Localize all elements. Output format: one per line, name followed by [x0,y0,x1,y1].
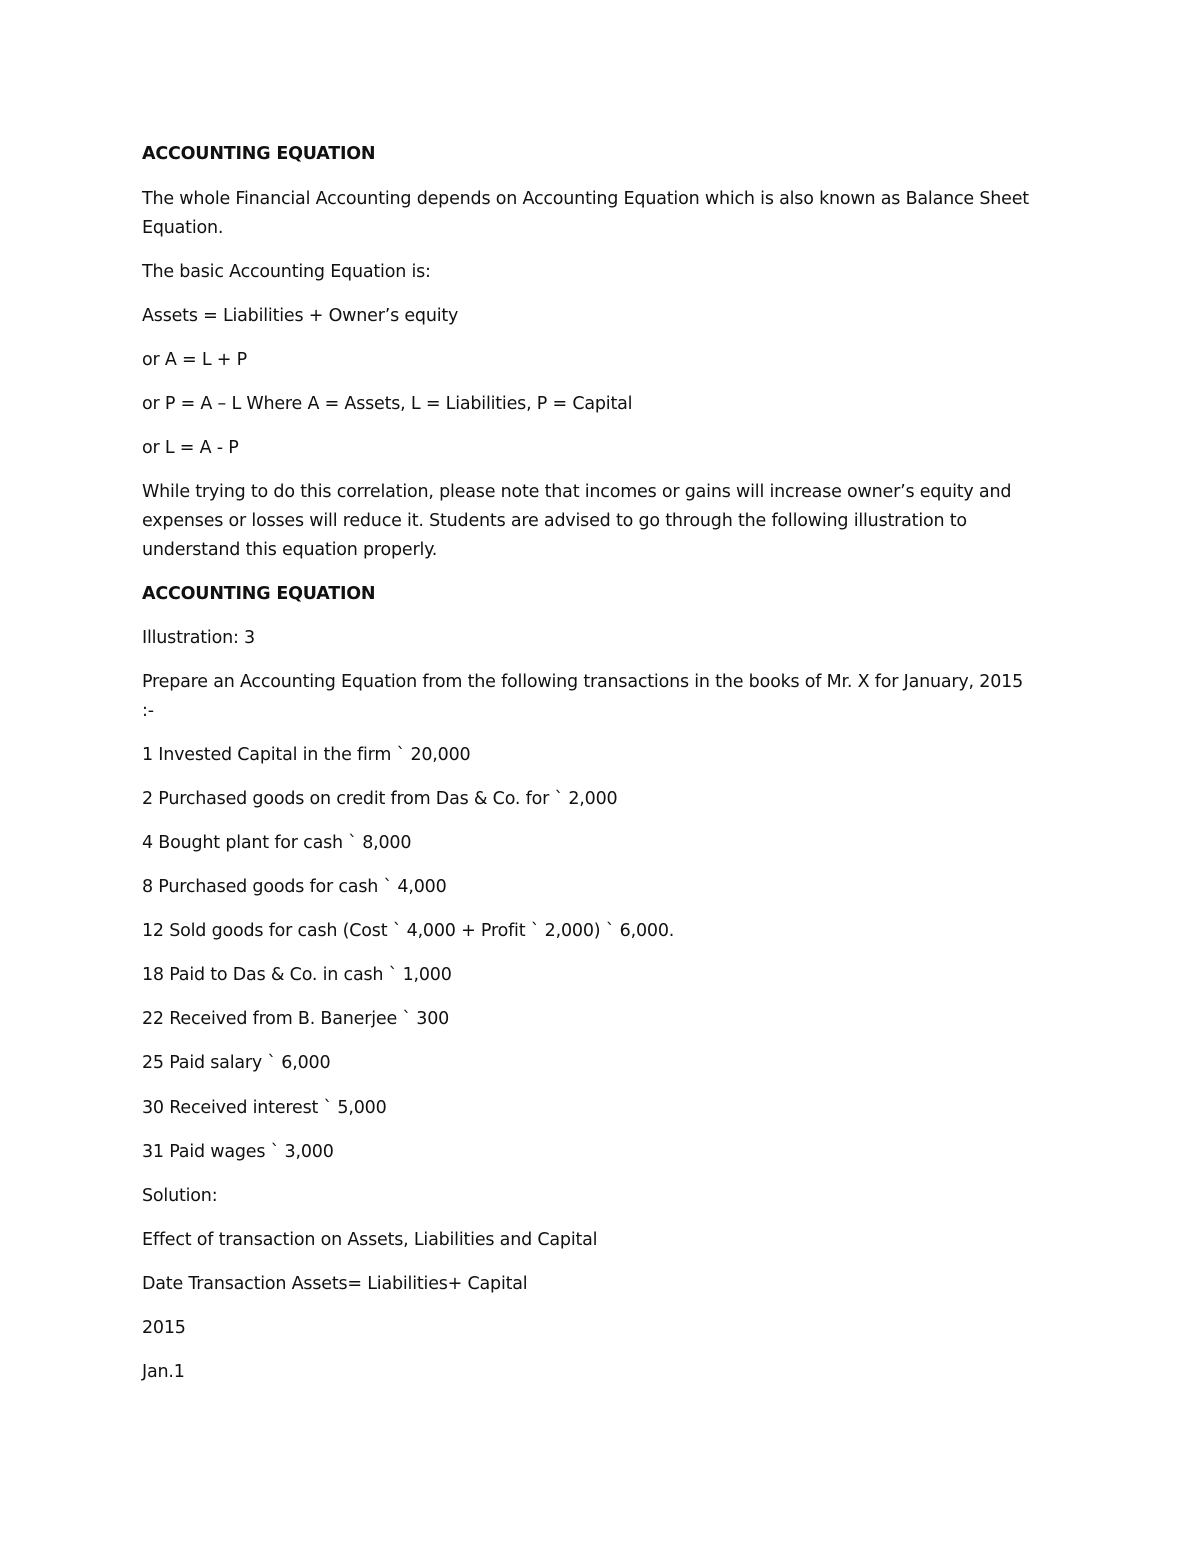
transaction-item: 25 Paid salary ` 6,000 [142,1053,331,1073]
equation-assets: Assets = Liabilities + Owner’s equity [142,306,459,326]
transaction-item: 2 Purchased goods on credit from Das & Co. for ` 2,000 [142,789,618,809]
transaction-item: 4 Bought plant for cash ` 8,000 [142,833,412,853]
solution-label: Solution: [142,1186,218,1206]
illustration-label: Illustration: 3 [142,628,255,648]
transaction-item: 8 Purchased goods for cash ` 4,000 [142,877,447,897]
note-paragraph-line-2: expenses or losses will reduce it. Students are advised to go through the following illustration to [142,511,967,531]
transaction-item: 12 Sold goods for cash (Cost ` 4,000 + Profit ` 2,000) ` 6,000. [142,921,675,941]
equation-a-l-p: or A = L + P [142,350,247,370]
table-header-row: Date Transaction Assets= Liabilities+ Capital [142,1274,528,1294]
intro-paragraph-line-2: Equation. [142,218,224,238]
transaction-item: 18 Paid to Das & Co. in cash ` 1,000 [142,965,452,985]
transaction-item: 31 Paid wages ` 3,000 [142,1142,334,1162]
equation-p-a-l: or P = A – L Where A = Assets, L = Liabilities, P = Capital [142,394,633,414]
heading-accounting-equation: ACCOUNTING EQUATION [142,144,376,164]
effect-heading: Effect of transaction on Assets, Liabilities and Capital [142,1230,598,1250]
prepare-instruction-line-1: Prepare an Accounting Equation from the following transactions in the books of Mr. X for January, 2015 [142,672,1024,692]
transaction-item: 1 Invested Capital in the firm ` 20,000 [142,745,471,765]
note-paragraph-line-3: understand this equation properly. [142,540,438,560]
transaction-item: 30 Received interest ` 5,000 [142,1098,387,1118]
heading-accounting-equation-2: ACCOUNTING EQUATION [142,584,376,604]
equation-l-a-p: or L = A - P [142,438,239,458]
intro-paragraph-line-1: The whole Financial Accounting depends on Accounting Equation which is also known as Balance Sheet [142,189,1029,209]
transaction-item: 22 Received from B. Banerjee ` 300 [142,1009,450,1029]
note-paragraph-line-1: While trying to do this correlation, please note that incomes or gains will increase owner’s equity and [142,482,1012,502]
year-label: 2015 [142,1318,186,1338]
date-label: Jan.1 [142,1362,185,1382]
basic-equation-label: The basic Accounting Equation is: [142,262,431,282]
prepare-instruction-line-2: :- [142,701,154,721]
